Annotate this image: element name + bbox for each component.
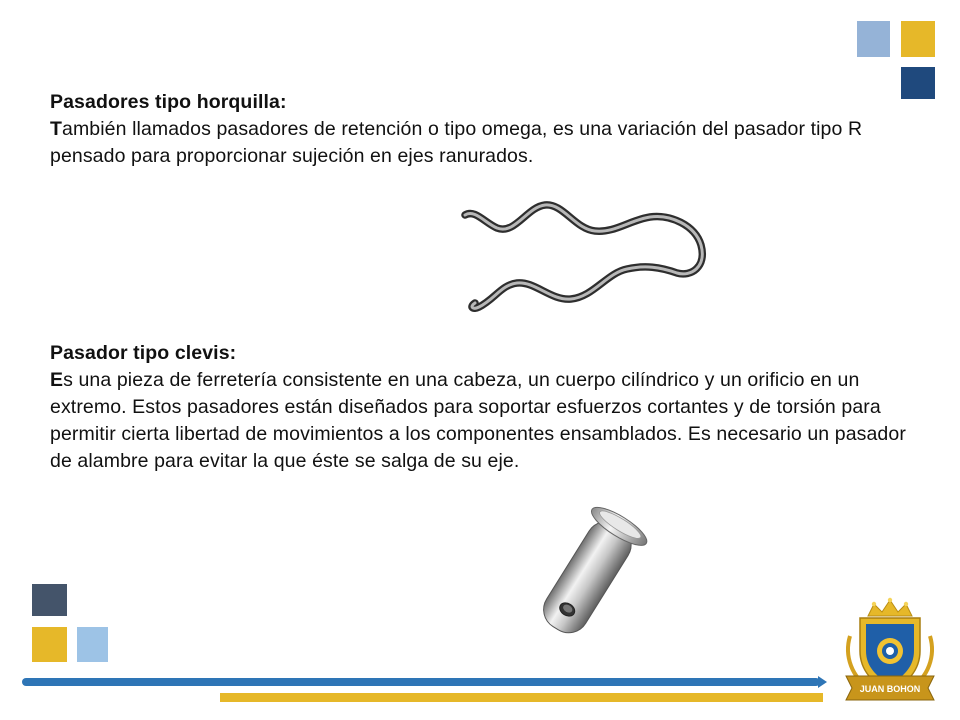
section-title: Pasador tipo clevis: xyxy=(50,342,237,364)
footer-arrow-icon xyxy=(818,676,827,688)
hairpin-pin-image xyxy=(455,195,715,320)
deco-square-gold xyxy=(901,21,935,57)
deco-square-gold xyxy=(32,627,67,662)
section-body: ambién llamados pasadores de retención o tipo omega, es una variación del pasador tipo R pensado para proporcionar sujeción en ejes ranurados. xyxy=(50,118,863,167)
section-body: s una pieza de ferretería consistente en una cabeza, un cuerpo cilíndrico y un orificio en un extremo. Estos pasadores están diseñados para soportar esfuerzos cortantes y de torsión para permitir cierta libertad de movimientos a los componentes ensamblados. Es necesario un pasador de alambre para evitar la que éste se salga de su eje. xyxy=(50,369,906,472)
section-lead-letter: T xyxy=(50,118,63,140)
juan-bohon-logo xyxy=(840,596,940,706)
deco-square-slate xyxy=(32,584,67,616)
footer-line-blue xyxy=(22,678,820,686)
footer-line-gold xyxy=(220,693,823,702)
section-title: Pasadores tipo horquilla: xyxy=(50,91,287,113)
deco-square-sky xyxy=(77,627,108,662)
deco-square-light-blue xyxy=(857,21,890,57)
section-clevis-pin xyxy=(50,340,910,475)
logo-text: JUAN BOHON xyxy=(859,684,921,694)
section-hairpin-pins xyxy=(50,89,910,170)
section-lead-letter: E xyxy=(50,369,64,391)
clevis-pin-image xyxy=(510,498,670,648)
